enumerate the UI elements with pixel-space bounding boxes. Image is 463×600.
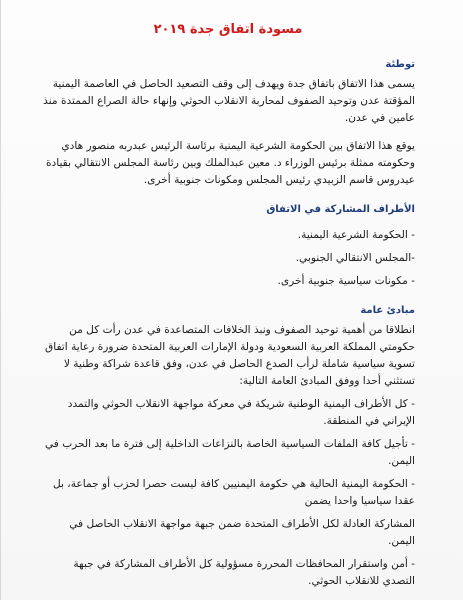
principle-item-3-continued: المشاركة العادلة لكل الأطراف المتحدة ضمن جبهة مواجهة الانقلاب الحاصل في اليمن. [69, 518, 415, 547]
document-body [41, 22, 415, 590]
section-heading-parties: الأطراف المشاركة في الاتفاق [266, 204, 415, 215]
document-title: مسودة اتفاق جدة ٢٠١٩ [153, 22, 303, 37]
section-heading-principles: مبادئ عامة [360, 305, 415, 316]
principle-item-3: - الحكومة اليمنية الحالية هي حكومة اليمنيين كافة ليست حصرا لحزب أو جماعة، بل عقدا سياسيا واحدا يضمن [52, 478, 415, 507]
intro-paragraph-1: يسمى هذا الاتفاق باتفاق جدة ويهدف إلى وقف التصعيد الحاصل في العاصمة اليمنية المؤقتة عدن وتوحيد الصفوف لمحاربة الانقلاب الحوثي وإنهاء حالة الصراع الممتدة منذ عامين في عدن. [43, 78, 415, 124]
principle-item-1: - كل الأطراف اليمنية الوطنية شريكة في معركة مواجهة الانقلاب الحوثي والتمدد الإيراني في المنطقة. [67, 398, 415, 427]
party-item-1: - الحكومة الشرعية اليمنية. [297, 229, 415, 241]
principle-item-4: - أمن واستقرار المحافظات المحررة مسؤولية كل الأطراف المشاركة في جبهة التصدي للانقلاب الحوثي. [73, 558, 415, 587]
intro-paragraph-2: يوقع هذا الاتفاق بين الحكومة الشرعية اليمنية برئاسة الرئيس عبدربه منصور هادي وحكومته ممثلة برئيس الوزراء د. معين عبدالملك وبين رئاسة المجلس الانتقالي بقيادة عيدروس قاسم الزبيدي رئيس المجلس ومكونات جنوبية أخرى. [45, 140, 415, 186]
principles-intro: انطلاقا من أهمية توحيد الصفوف ونبذ الخلافات المتصاعدة في عدن رأت كل من حكومتي المملكة العربية السعودية ودولة الإمارات العربية المتحدة ضرورة رعاية اتفاق تسوية سياسية شاملة لرأب الصدع الحاصل في عدن، وفق قاعدة شراكة وطنية لا تستثني أحدا ووفق المبادئ العامة التالية: [45, 324, 415, 387]
party-item-3: - مكونات سياسية جنوبية أخرى. [277, 275, 415, 287]
principle-item-2: - تأجيل كافة الملفات السياسية الخاصة بالنزاعات الداخلية إلى فترة ما بعد الحرب في اليمن. [44, 438, 415, 467]
section-heading-intro: توطئة [385, 59, 415, 70]
party-item-2: -المجلس الانتقالي الجنوبي. [295, 252, 415, 264]
